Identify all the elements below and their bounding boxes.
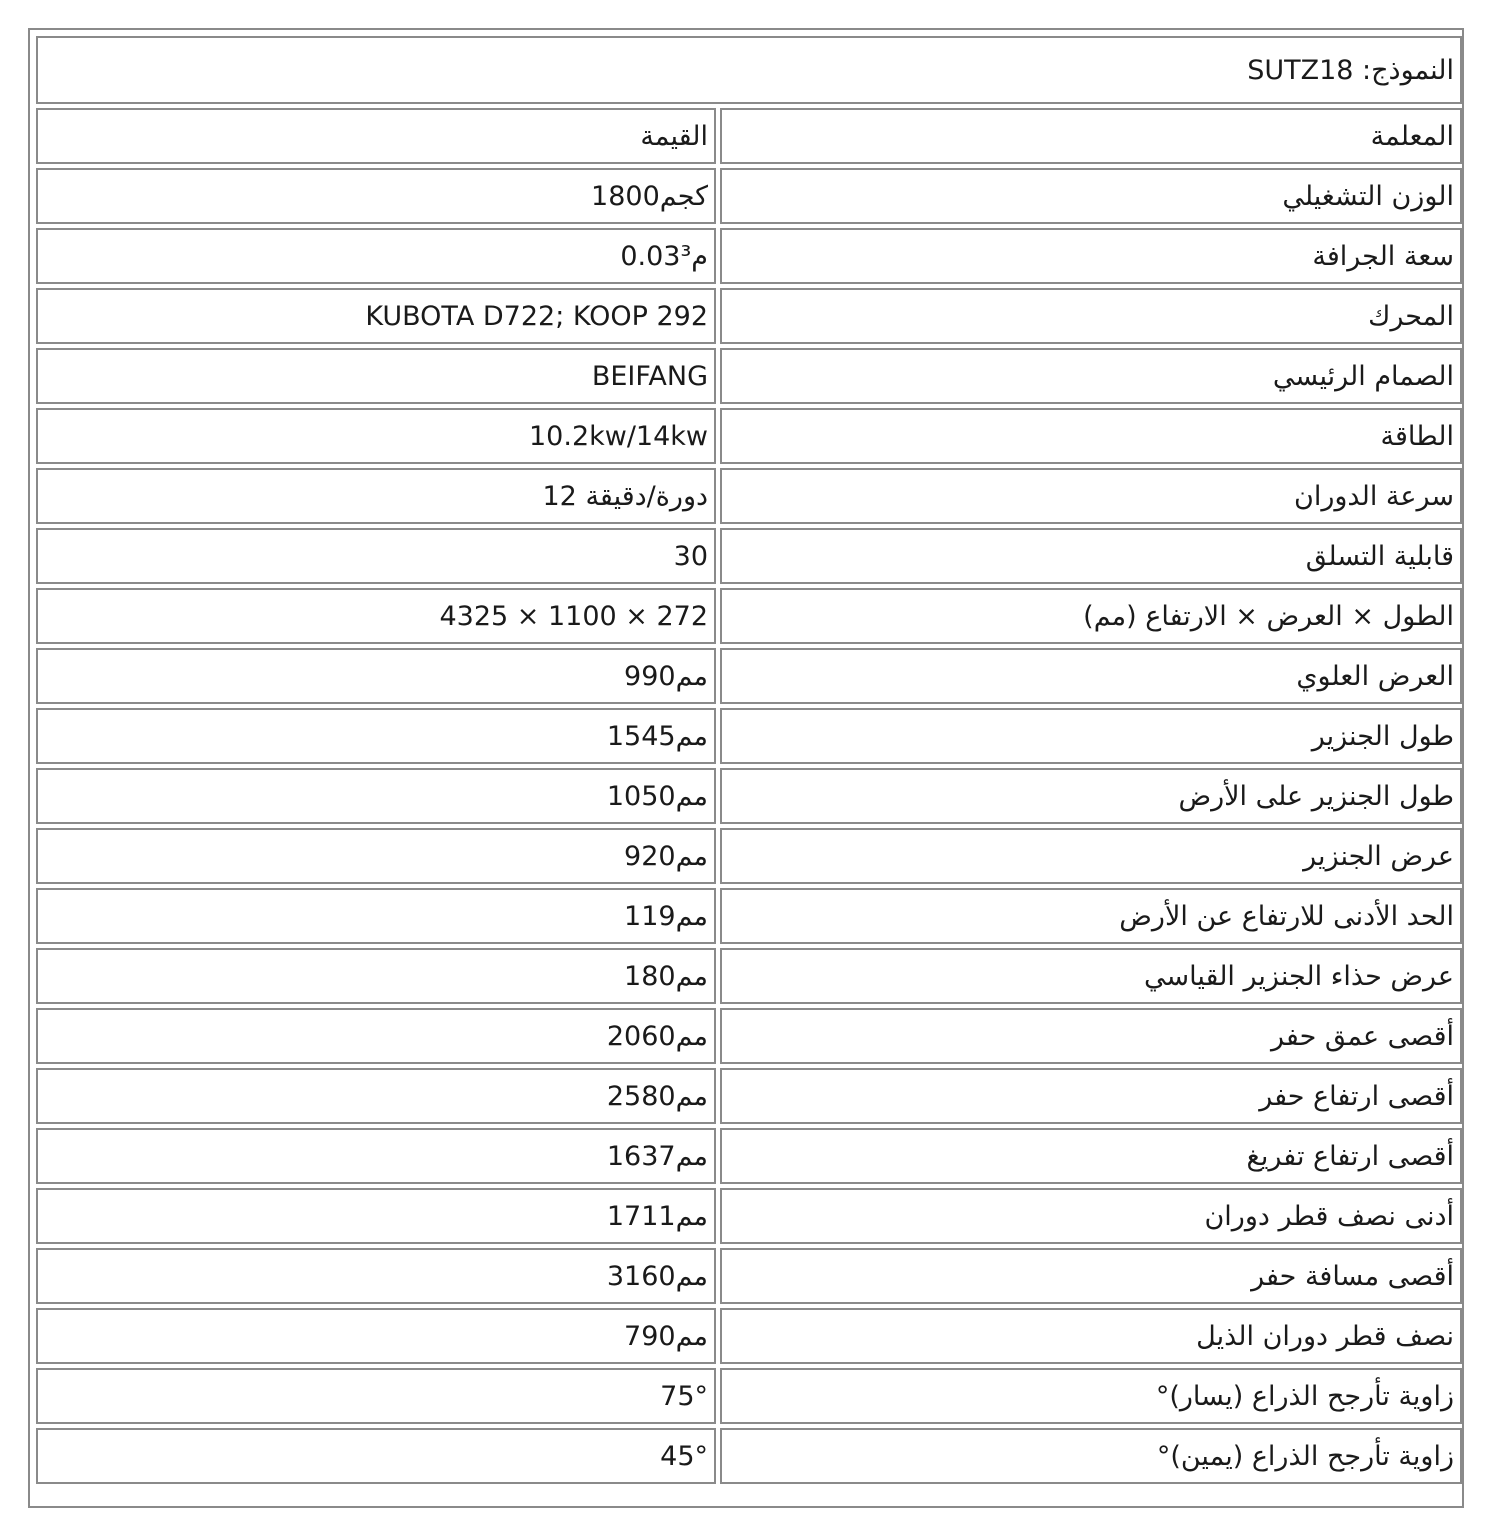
parameter-cell: الصمام الرئيسي xyxy=(720,348,1462,404)
parameter-cell: طول الجنزير على الأرض xyxy=(720,768,1462,824)
table-header-row xyxy=(36,108,1462,164)
table-row xyxy=(36,1368,1462,1424)
value-cell xyxy=(36,1128,716,1184)
parameter-cell: عرض الجنزير xyxy=(720,828,1462,884)
value-text: 1711مم xyxy=(606,1200,709,1232)
value-cell xyxy=(36,1188,716,1244)
value-text: 790مم xyxy=(624,1320,709,1352)
value-cell xyxy=(36,648,716,704)
table-row xyxy=(36,168,1462,224)
table-row xyxy=(36,948,1462,1004)
value-text: 180مم xyxy=(624,960,709,992)
parameter-cell: العرض العلوي xyxy=(720,648,1462,704)
parameter-cell: أقصى عمق حفر xyxy=(720,1008,1462,1064)
value-cell xyxy=(36,588,716,644)
value-cell xyxy=(36,888,716,944)
table-row xyxy=(36,648,1462,704)
value-cell xyxy=(36,408,716,464)
value-cell xyxy=(36,1248,716,1304)
value-cell xyxy=(36,1068,716,1124)
parameter-cell: قابلية التسلق xyxy=(720,528,1462,584)
table-row xyxy=(36,768,1462,824)
spec-table-frame xyxy=(28,28,1464,1508)
value-cell xyxy=(36,1308,716,1364)
table-row xyxy=(36,1248,1462,1304)
table-row xyxy=(36,408,1462,464)
value-text: 0.03م³ xyxy=(620,240,709,272)
header-value: القيمة xyxy=(36,108,716,164)
value-cell xyxy=(36,228,716,284)
parameter-cell: أدنى نصف قطر دوران xyxy=(720,1188,1462,1244)
parameter-cell: أقصى ارتفاع حفر xyxy=(720,1068,1462,1124)
value-text: 920مم xyxy=(624,840,709,872)
parameter-cell: الحد الأدنى للارتفاع عن الأرض xyxy=(720,888,1462,944)
value-text: 4325 × 1100 × 272 xyxy=(439,600,709,632)
value-cell xyxy=(36,348,716,404)
parameter-cell: نصف قطر دوران الذيل xyxy=(720,1308,1462,1364)
table-row xyxy=(36,468,1462,524)
parameter-cell: عرض حذاء الجنزير القياسي xyxy=(720,948,1462,1004)
value-text: BEIFANG xyxy=(591,360,709,392)
value-text: 1050مم xyxy=(606,780,709,812)
table-row xyxy=(36,228,1462,284)
value-text: KUBOTA D722; KOOP 292 xyxy=(365,300,709,332)
parameter-cell: أقصى مسافة حفر xyxy=(720,1248,1462,1304)
table-row xyxy=(36,828,1462,884)
value-text: 75° xyxy=(660,1380,709,1412)
parameter-cell: المحرك xyxy=(720,288,1462,344)
value-cell xyxy=(36,1428,716,1484)
value-cell xyxy=(36,168,716,224)
model-title: النموذج: SUTZ18 xyxy=(36,36,1462,104)
value-text: 45° xyxy=(660,1440,709,1472)
parameter-cell: زاوية تأرجح الذراع (يسار)° xyxy=(720,1368,1462,1424)
value-cell xyxy=(36,768,716,824)
value-text: 2580مم xyxy=(606,1080,709,1112)
value-text: 30 xyxy=(673,540,709,572)
value-text: 1637مم xyxy=(606,1140,709,1172)
spec-table-body xyxy=(36,36,1462,1484)
parameter-cell: زاوية تأرجح الذراع (يمين)° xyxy=(720,1428,1462,1484)
value-text: 1800كجم xyxy=(591,180,709,212)
table-row xyxy=(36,528,1462,584)
value-text: 1545مم xyxy=(606,720,709,752)
value-text: 2060مم xyxy=(606,1020,709,1052)
value-text: 12 دورة/دقيقة xyxy=(542,480,709,512)
value-cell xyxy=(36,1008,716,1064)
table-row xyxy=(36,708,1462,764)
value-text: 3160مم xyxy=(606,1260,709,1292)
table-row xyxy=(36,1188,1462,1244)
parameter-cell: الوزن التشغيلي xyxy=(720,168,1462,224)
parameter-cell: الطول × العرض × الارتفاع (مم) xyxy=(720,588,1462,644)
table-row xyxy=(36,1008,1462,1064)
table-row xyxy=(36,1068,1462,1124)
parameter-cell: سعة الجرافة xyxy=(720,228,1462,284)
spec-table xyxy=(32,32,1466,1488)
parameter-cell: طول الجنزير xyxy=(720,708,1462,764)
value-text: 10.2kw/14kw xyxy=(529,420,709,452)
value-cell xyxy=(36,1368,716,1424)
value-cell xyxy=(36,468,716,524)
table-row xyxy=(36,588,1462,644)
parameter-cell: سرعة الدوران xyxy=(720,468,1462,524)
value-text: 119مم xyxy=(624,900,709,932)
value-cell xyxy=(36,528,716,584)
table-row xyxy=(36,288,1462,344)
parameter-cell: الطاقة xyxy=(720,408,1462,464)
parameter-cell: أقصى ارتفاع تفريغ xyxy=(720,1128,1462,1184)
value-text: 990مم xyxy=(624,660,709,692)
table-row xyxy=(36,1128,1462,1184)
table-row xyxy=(36,888,1462,944)
value-cell xyxy=(36,948,716,1004)
table-row xyxy=(36,1428,1462,1484)
value-cell xyxy=(36,708,716,764)
table-title-row xyxy=(36,36,1462,104)
table-row xyxy=(36,1308,1462,1364)
header-parameter: المعلمة xyxy=(720,108,1462,164)
table-row xyxy=(36,348,1462,404)
value-cell xyxy=(36,828,716,884)
value-cell xyxy=(36,288,716,344)
